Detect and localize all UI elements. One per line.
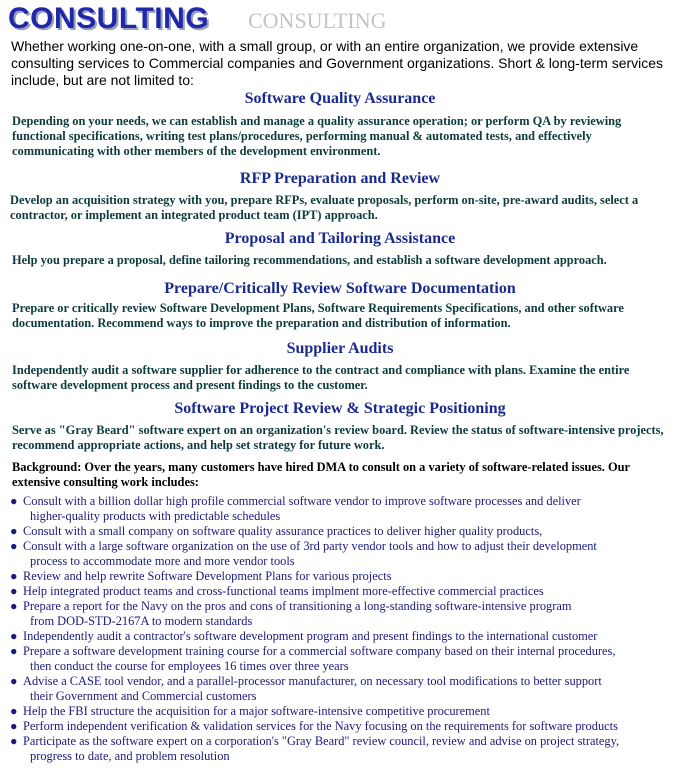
section-title-documentation: Prepare/Critically Review Software Documentation (164, 280, 516, 297)
section-title-project-review: Software Project Review & Strategic Positioning (174, 400, 506, 417)
list-item: ● Prepare a software development training course for a commercial software company based on their internal procedures, then conduct the course for employees 16 times over three years (10, 644, 616, 673)
list-item: ● Prepare a report for the Navy on the pros and cons of transitioning a long-standing software-intensive program from DOD-STD-2167A to modern standards (10, 599, 572, 628)
intro-paragraph: Whether working one-on-one, with a small group, or with an entire organization, we provide extensive consulting services to Commercial companies and Government organizations. Short & long-term services include, but are not limited to: (11, 38, 664, 88)
bullet-icon: ● (10, 539, 18, 553)
list-item: ● Advise a CASE tool vendor, and a parallel-processor manufacturer, on necessary tool modifications to better support their Government and Commercial customers (10, 674, 602, 703)
section-body-sqa: Depending on your needs, we can establish and manage a quality assurance operation; or perform QA by reviewing functional specifications, writing test plans/procedures, performing manual & automated tests, and effectively communicating with other members of the development environment. (12, 114, 622, 158)
list-item: ● Independently audit a contractor's software development program and present findings to the international customer (10, 629, 598, 643)
section-title-sqa: Software Quality Assurance (244, 90, 436, 107)
list-item: ● Perform independent verification & validation services for the Navy focusing on the requirements for software products (10, 719, 618, 733)
list-item: ● Consult with a billion dollar high profile commercial software vendor to improve software processes and deliver higher-quality products with predictable schedules (10, 494, 581, 523)
bullet-icon: ● (10, 719, 18, 733)
section-title-proposal: Proposal and Tailoring Assistance (224, 230, 456, 247)
bullet-icon: ● (10, 674, 18, 688)
bullet-icon: ● (10, 494, 18, 508)
page-title: CONSULTING (8, 2, 210, 35)
list-item: ● Help integrated product teams and cross-functional teams implment more-effective commercial practices (10, 584, 544, 598)
consulting-work-list (10, 494, 675, 764)
list-item: ● Review and help rewrite Software Development Plans for various projects (10, 569, 392, 583)
list-item: ● Consult with a large software organization on the use of 3rd party vendor tools and how to adjust their development process to accommodate more and more vendor tools (10, 539, 597, 568)
page-title-ghost: CONSULTING (248, 8, 387, 33)
section-body-proposal: Help you prepare a proposal, define tailoring recommendations, and establish a software development approach. (12, 253, 607, 267)
bullet-icon: ● (10, 644, 18, 658)
bullet-icon: ● (10, 524, 18, 538)
bullet-icon: ● (10, 734, 18, 748)
list-item: ● Help the FBI structure the acquisition for a major software-intensive competitive procurement (10, 704, 490, 718)
bullet-icon: ● (10, 569, 18, 583)
list-item: ● Participate as the software expert on a corporation's "Gray Beard" review council, review and advise on project strategy, progress to date, and problem resolution (10, 734, 620, 763)
section-body-documentation: Prepare or critically review Software Development Plans, Software Requirements Specifications, and other software documentation. Recommend ways to improve the preparation and distribution of information. (12, 301, 624, 330)
section-title-audits: Supplier Audits (286, 340, 394, 357)
section-body-rfp: Develop an acquisition strategy with you, prepare RFPs, evaluate proposals, perform on-site, pre-award audits, select a contractor, or implement an integrated product team (IPT) approach. (10, 193, 639, 222)
list-item: ● Consult with a small company on software quality assurance practices to deliver higher quality products, (10, 524, 543, 538)
bullet-icon: ● (10, 599, 18, 613)
section-title-rfp: RFP Preparation and Review (239, 170, 441, 187)
section-body-project-review: Serve as "Gray Beard" software expert on an organization's review board. Review the status of software-intensive projects, recommend appropriate actions, and help set strategy for future work. (12, 423, 664, 452)
bullet-icon: ● (10, 704, 18, 718)
bullet-icon: ● (10, 629, 18, 643)
background-paragraph: Background: Over the years, many customers have hired DMA to consult on a variety of software-related issues. Our extensive consulting work includes: (12, 460, 630, 489)
bullet-icon: ● (10, 584, 18, 598)
section-body-audits: Independently audit a software supplier for adherence to the contract and compliance with plans. Examine the entire software development process and present findings to the customer. (12, 363, 630, 392)
